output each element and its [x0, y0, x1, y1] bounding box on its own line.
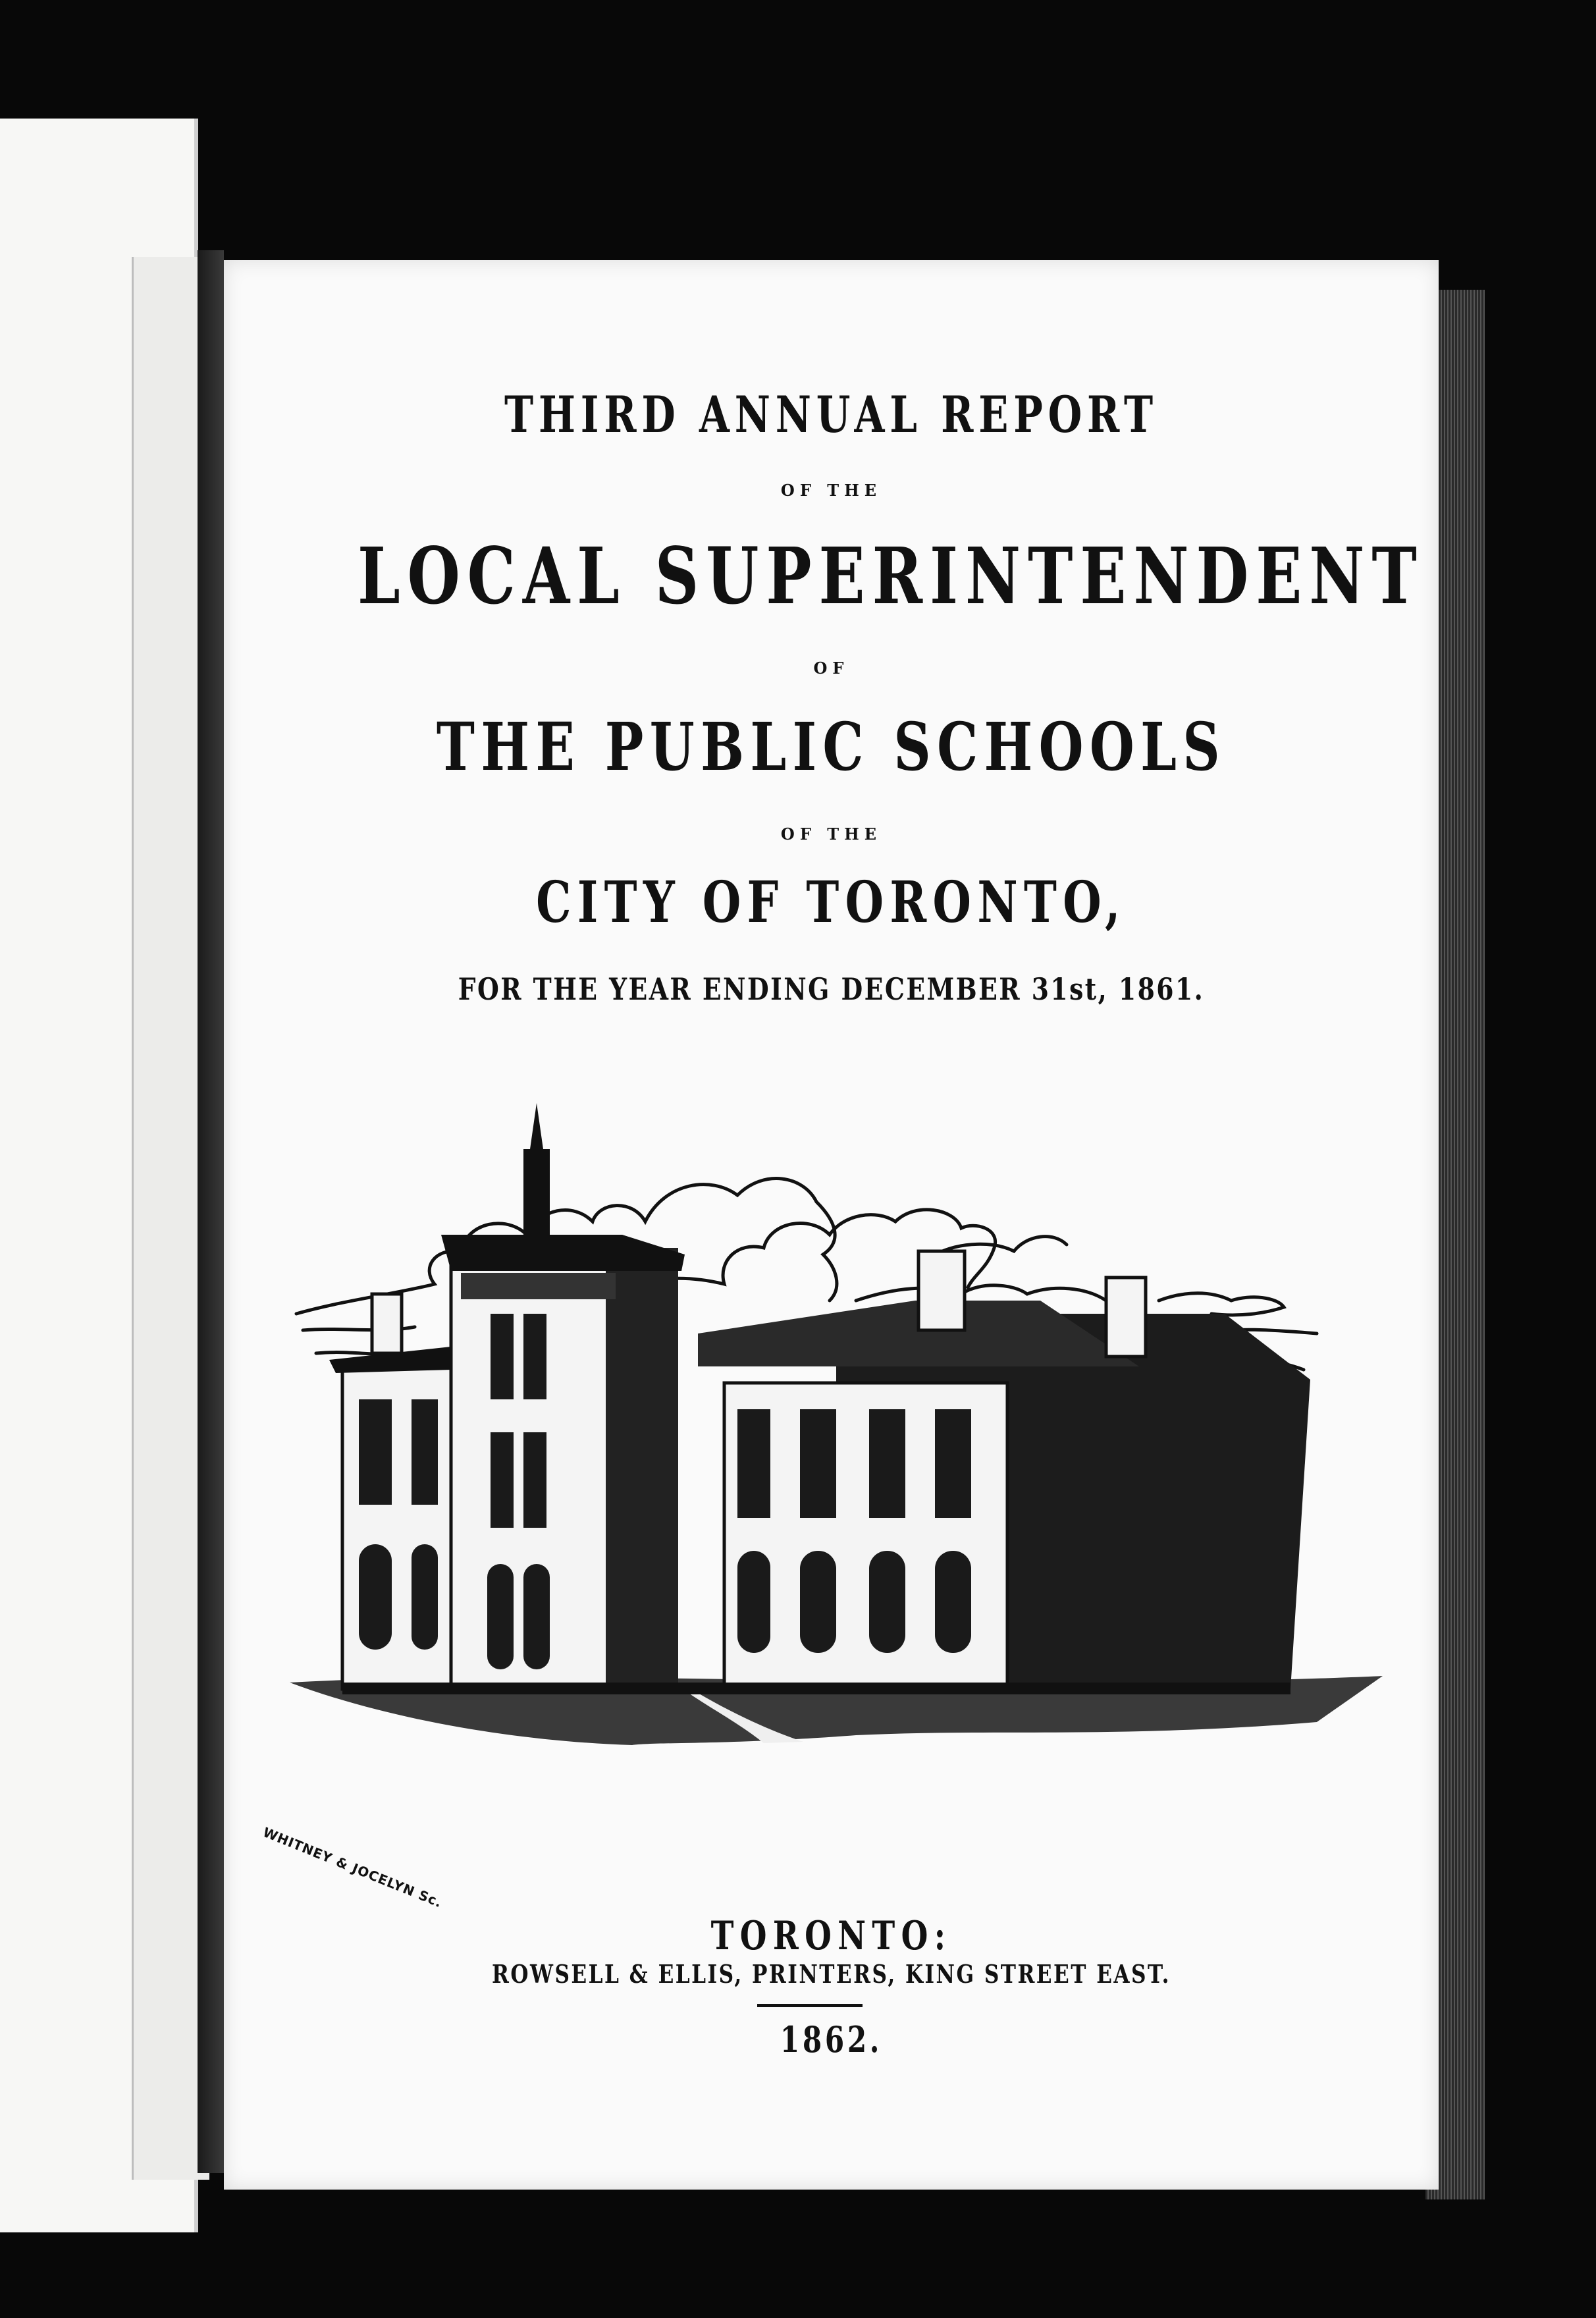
- title-page: [224, 260, 1439, 2190]
- title-line-third-annual-report: THIRD ANNUAL REPORT: [504, 385, 1158, 444]
- title-line-local-superintendent: LOCAL SUPERINTENDENT: [357, 530, 1424, 622]
- imprint-year: 1862.: [780, 2018, 883, 2061]
- school-building-engraving: [263, 1024, 1402, 1913]
- engraver-credit: WHITNEY & JOCELYN Sc.: [261, 1824, 445, 1911]
- connector-of-the-1: OF THE: [780, 481, 882, 500]
- year-ending-line: FOR THE YEAR ENDING DECEMBER 31st, 1861.: [458, 971, 1205, 1007]
- spine-shadow: [198, 250, 224, 2173]
- imprint-rule: [757, 2004, 863, 2007]
- connector-of: OF: [813, 659, 849, 678]
- imprint-printer: ROWSELL & ELLIS, PRINTERS, KING STREET EAST.: [492, 1959, 1171, 1989]
- imprint-city: TORONTO:: [710, 1913, 952, 1959]
- title-line-public-schools: THE PUBLIC SCHOOLS: [436, 708, 1227, 786]
- title-line-city-of-toronto: CITY OF TORONTO,: [536, 869, 1127, 936]
- connector-of-the-2: OF THE: [780, 824, 882, 844]
